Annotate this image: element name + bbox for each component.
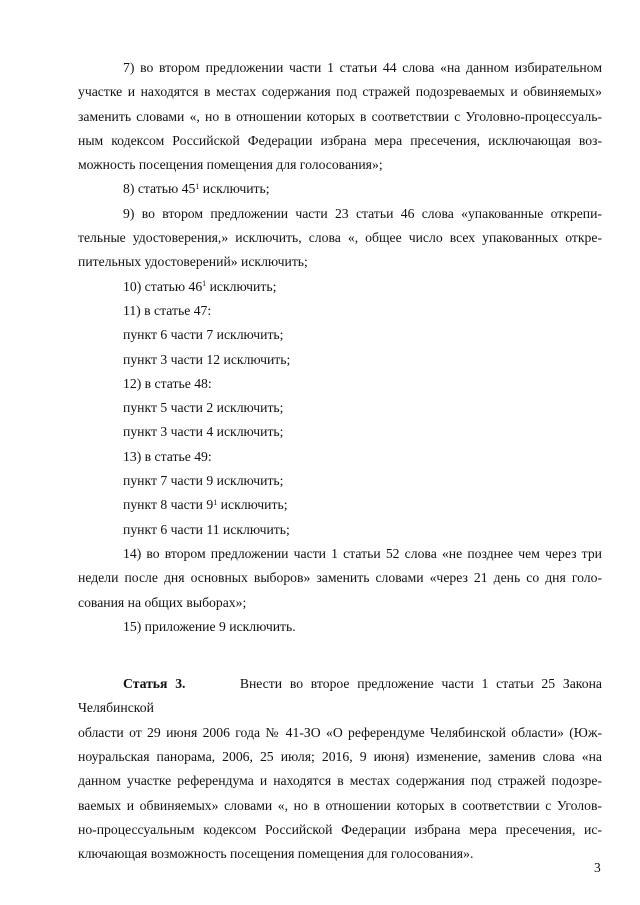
item-9-line-1: 9) во втором предложении части 23 статьи 46 слова «упакованные открепи- — [123, 205, 602, 221]
item-14-line-3: сования на общих выборах»; — [78, 594, 247, 610]
item-14-line-1: 14) во втором предложении части 1 статьи 52 слова «не позднее чем через три — [123, 545, 602, 561]
item-7-line-1: 7) во втором предложении части 1 статьи 44 слова «на данном избирательном — [123, 60, 602, 75]
item-9-line-2: тельные удостоверения,» исключить, слова «, общее число всех упакованных откре- — [78, 230, 602, 246]
article-3-label: Статья 3. — [123, 676, 186, 692]
item-11-heading: 11) в статье 47: — [123, 302, 212, 318]
page-number: 3 — [594, 860, 601, 875]
item-7-line-4: ным кодексом Российской Федерации избрана мера пресечения, исключающая воз- — [78, 132, 602, 148]
article-3-line-3: ноуральская панорама, 2006, 25 июля; 2016, 9 июня) изменение, заменив слова «на — [78, 749, 602, 765]
document-body — [78, 56, 602, 867]
item-13-sub-b: пункт 8 части $9^1$ исключить; — [123, 497, 288, 513]
item-13-sub-a: пункт 7 части 9 исключить; — [123, 473, 284, 489]
item-10: 10) статью $46^1$ исключить; — [123, 278, 277, 294]
item-9-line-3: пительных удостоверений» исключить; — [78, 254, 308, 270]
item-7-line-5: можность посещения помещения для голосования»; — [78, 157, 383, 173]
article-3-line-7: ключающая возможность посещения помещения для голосования». — [78, 846, 474, 862]
item-12-sub-b: пункт 3 части 4 исключить; — [123, 424, 284, 440]
item-8: 8) статью $45^1$ исключить; — [123, 181, 270, 197]
item-11-sub-b: пункт 3 части 12 исключить; — [123, 351, 291, 367]
item-15: 15) приложение 9 исключить. — [123, 618, 296, 634]
article-3-line-1: Статья 3. Внести во второе предложение части 1 статьи 25 Закона Челябинской — [78, 676, 602, 716]
item-11-sub-a: пункт 6 части 7 исключить; — [123, 327, 284, 343]
item-13-sub-c: пункт 6 части 11 исключить; — [123, 521, 290, 537]
article-3-line-6: но-процессуальным кодексом Российской Федерации избрана мера пресечения, ис- — [78, 821, 602, 837]
item-13-heading: 13) в статье 49: — [123, 448, 212, 464]
item-7-line-3: заменить словами «, но в отношении которых в соответствии с Уголовно-процессуаль- — [78, 108, 602, 124]
article-3-line-5: ваемых и обвиняемых» словами «, но в отношении которых в соответствии с Уголов- — [78, 797, 602, 813]
article-3-line-2: области от 29 июня 2006 года № 41-ЗО «О референдуме Челябинской области» (Юж- — [78, 724, 602, 740]
item-7-line-2: участке и находятся в местах содержания под стражей подозреваемых и обвиняемых» — [78, 84, 602, 100]
item-12-heading: 12) в статье 48: — [123, 375, 212, 391]
article-3-line-4: данном участке референдума и находятся в местах содержания под стражей подозре- — [78, 773, 602, 789]
item-12-sub-a: пункт 5 части 2 исключить; — [123, 400, 284, 416]
item-14-line-2: недели после дня основных выборов» заменить словами «через 21 день со дня голо- — [78, 570, 602, 586]
